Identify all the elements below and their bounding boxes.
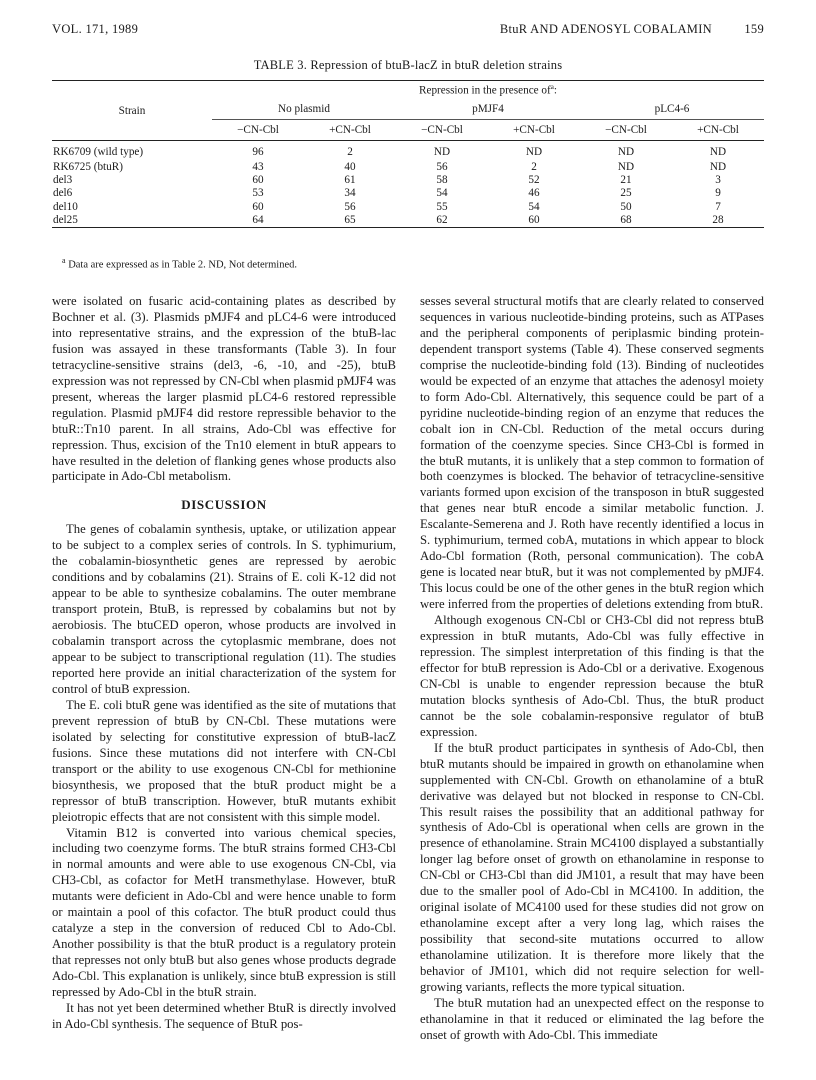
running-header (52, 22, 764, 40)
table-caption: TABLE 3. Repression of btuB-lacZ in btuR deletion strains (253, 58, 563, 72)
value-cell: ND (617, 146, 635, 158)
group-header-plc46: pLC4-6 (580, 99, 764, 120)
value-cell: 60 (252, 200, 264, 213)
value-cell: 2 (531, 160, 537, 173)
value-cell: 43 (252, 160, 264, 173)
value-cell: 62 (436, 214, 448, 227)
paragraph: It has not yet been determined whether BtuR is directly involved in Ado-Cbl synthesis. The sequence of BtuR pos- (52, 1000, 396, 1031)
value-cell: 55 (436, 200, 448, 213)
paragraph: The btuR mutation had an unexpected effect on the response to ethanolamine in that it reduced or eliminated the lag before the onset of growth with Ado-Cbl. This immediate (420, 995, 764, 1042)
paragraph: If the btuR product participates in synthesis of Ado-Cbl, then btuR mutants should be impaired in growth on ethanolamine when supplemented with CN-Cbl. Growth on ethanolamine of a btuR derivative was delayed but not blocked in response to CN-Cbl. This result raises the possibility that an additional pathway for synthesis of Ado-Cbl is operational when cells are grown in the presence of ethanolamine. Strain MC4100 displayed a substantially longer lag before onset of growth on ethanolamine in response to CN-Cbl or CH3-Cbl than did JM101, a result that may have been due to the smaller pool of Ado-Cbl in MC4100. In addition, the original isolate of MC4100 used for these studies did not grow on ethanolamine except after a very long lag, which raises the possibility that second-site mutations occurred to allow ethanolamine utilization. It is therefore more likely that the behavior of JM101, which did not require selection for well-growing variants, reflects the more typical situation. (420, 740, 764, 994)
table-row (52, 160, 764, 173)
subcol-header: +CN-Cbl (697, 124, 739, 136)
left-column (52, 294, 396, 1033)
table-row (52, 141, 764, 161)
value-cell: 61 (344, 174, 356, 187)
value-cell: 58 (436, 174, 448, 187)
value-cell: 34 (344, 187, 356, 200)
table-row (52, 214, 764, 228)
strain-cell: RK6709 (wild type) (53, 146, 144, 158)
group-header-pmjf4: pMJF4 (396, 99, 580, 120)
right-column (420, 294, 764, 1044)
strain-header: Strain (118, 104, 146, 117)
strain-cell: del25 (53, 214, 78, 227)
paragraph: were isolated on fusaric acid-containing plates as described by Bochner et al. (3). Plasmids pMJF4 and pLC4-6 were introduced into representative strains, and the expression of the btuB-lac fusion was assayed in these transformants (Table 3). In four tetracycline-sensitive strains (del3, -6, -10, and -25), btuB expression was not repressed by CN-Cbl when plasmid pMJF4 was present, whereas the larger plasmid pLC4-6 restored repressible regulation. Plasmid pMJF4 did restore repressible behavior to the btuR::Tn10 parent. In all strains, Ado-Cbl was effective for repression. Thus, excision of the Tn10 element in btuR appears to have resulted in the deletion of flanking genes whose products also participate in Ado-Cbl metabolism. (52, 294, 396, 484)
value-cell: 28 (712, 214, 724, 227)
paragraph: Although exogenous CN-Cbl or CH3-Cbl did not repress btuB expression in btuR mutants, Ado-Cbl was fully effective in repression. The simplest interpretation of this finding is that the effector for btuB repression is Ado-Cbl or a derivative. Exogenous CN-Cbl is unable to engender repression because the btuR mutation blocks synthesis of Ado-Cbl. Thus, the btuR product cannot be the sole cobalamin-responsive regulator of btuB expression. (420, 613, 764, 739)
subcol-header: −CN-Cbl (605, 124, 647, 136)
group-header-no-plasmid: No plasmid (212, 99, 396, 120)
paragraph: Vitamin B12 is converted into various chemical species, including two coenzyme forms. The btuR strains formed CH3-Cbl in normal amounts and were able to use exogenous CN-Cbl, via CH3-Cbl, as cofactor for MetH transmethylase. However, btuR mutants were deficient in Ado-Cbl and were hence unable to form or maintain a pool of this cofactor. The btuR product could thus catalyze a step in the conversion of reduced Cbl to Ado-Cbl. Another possibility is that the btuR product is a regulatory protein that represses not only btuB but also genes whose products degrade Ado-Cbl. This explanation is unlikely, since btuB expression is still repressed by Ado-Cbl in the btuR strain. (52, 825, 396, 1000)
value-cell: 25 (620, 187, 632, 200)
value-cell: 9 (715, 187, 721, 200)
value-cell: ND (617, 160, 635, 173)
page-number: 159 (744, 22, 764, 36)
repression-table (52, 80, 764, 228)
value-cell: 21 (620, 174, 632, 187)
table-row (52, 187, 764, 200)
value-cell: 53 (252, 187, 264, 200)
value-cell: ND (433, 146, 451, 158)
value-cell: 2 (347, 146, 353, 158)
value-cell: 65 (344, 214, 356, 227)
strain-cell: RK6725 (btuR) (53, 160, 123, 173)
subcol-header: −CN-Cbl (421, 124, 463, 136)
paragraph: The E. coli btuR gene was identified as the site of mutations that prevent repression of btuB by CN-Cbl. These mutations were isolated by selecting for constitutive expression of btuB-lacZ fusions. Since these mutations did not interfere with CN-Cbl transport or the ability to use exogenous CN-Cbl for methionine biosynthesis, we proposed that the btuR product might be a repressor of btuB transcription. However, btuR mutants exhibit pleiotropic effects that are not consistent with this simple model. (52, 697, 396, 824)
value-cell: 56 (436, 160, 448, 173)
value-cell: ND (525, 146, 543, 158)
section-heading: DISCUSSION (181, 497, 267, 513)
value-cell: 54 (436, 187, 448, 200)
subcol-header: +CN-Cbl (329, 124, 371, 136)
strain-cell: del3 (53, 174, 73, 187)
value-cell: 52 (528, 174, 540, 187)
value-cell: 60 (252, 174, 264, 187)
table-header-row-1 (52, 81, 764, 100)
value-cell: 60 (528, 214, 540, 227)
value-cell: 96 (252, 146, 264, 158)
table-row (52, 173, 764, 186)
subcol-header: −CN-Cbl (237, 124, 279, 136)
value-cell: 56 (344, 200, 356, 213)
value-cell: 3 (715, 174, 721, 187)
value-cell: 40 (344, 160, 356, 173)
value-cell: 68 (620, 214, 632, 227)
strain-cell: del6 (53, 187, 73, 200)
paragraph: The genes of cobalamin synthesis, uptake, or utilization appear to be subject to a complex series of controls. In S. typhimurium, the cobalamin-biosynthetic genes are repressed by aerobic conditions and by cobalamins (21). Strains of E. coli K-12 did not appear to be able to synthesize cobalamins. The outer membrane transport protein, BtuB, is repressed by cobalamins but not by aerobiosis. The btuCED operon, whose products are involved in cobalamin transport across the cytoplasmic membrane, does not appear to be subject to transcriptional regulation (11). The studies reported here provide an initial characterization of the system for control of btuB expression. (52, 522, 396, 696)
table-row (52, 200, 764, 213)
journal-volume: VOL. 171, 1989 (52, 22, 139, 36)
subcol-header: +CN-Cbl (513, 124, 555, 136)
value-cell: 54 (528, 200, 540, 213)
running-title: BtuR AND ADENOSYL COBALAMIN (499, 22, 712, 36)
paragraph: sesses several structural motifs that are clearly related to conserved sequences in various nucleotide-binding proteins, such as ATPases and the peripheral components of periplasmic binding protein-dependent transport systems (Table 4). These conserved segments comprise the nucleotide-binding fold (13). Binding of nucleotides would be expected of an enzyme that attaches the adenosyl moiety to form Ado-Cbl. Alternatively, this sequence could be part of a pyridine nucleotide-binding region of an enzyme that reduces the cobalt ion in CN-Cbl. Reduction of the metal occurs during formation of the coenzyme species. Since CH3-Cbl is formed in the btuR mutants, it is unlikely that a step common to formation of both coenzymes is blocked. The behavior of tetracycline-sensitive variants formed upon excision of the transposon in btuR suggested that genes near btuR encode a similar metabolic function. J. Escalante-Semerena and J. Roth have recently identified a locus in S. typhimurium, termed cobA, mutations in which appear to block Ado-Cbl formation (Roth, personal communication). The cobA gene is located near btuR, but it was not complemented by pMJF4. This locus could be one of the other genes in the btuR region which were inferred from the properties of deletions extending from btuR. (420, 294, 764, 612)
value-cell: ND (709, 160, 727, 173)
value-cell: 7 (715, 200, 721, 213)
value-cell: 50 (620, 200, 632, 213)
table-footnote: $^a$ Data are expressed as in Table 2. ND, Not determined. (62, 256, 298, 271)
strain-cell: del10 (53, 200, 78, 213)
table-body (52, 141, 764, 228)
span-header: Repression in the presence $of^a$: (419, 83, 557, 97)
value-cell: 64 (252, 214, 264, 227)
value-cell: ND (709, 146, 727, 158)
value-cell: 46 (528, 187, 540, 200)
